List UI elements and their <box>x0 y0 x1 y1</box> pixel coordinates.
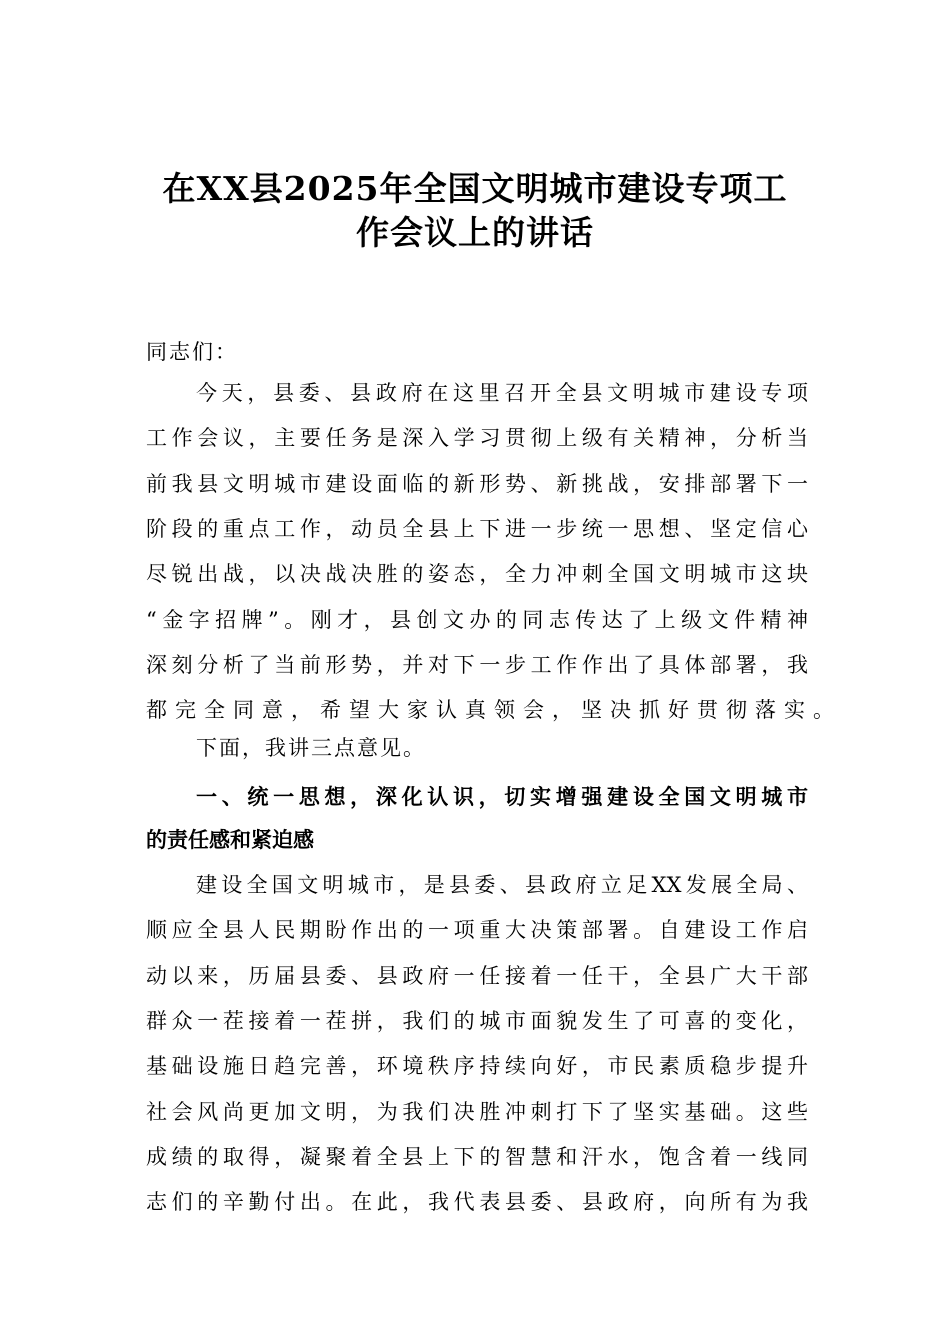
paragraph-line: 建设全国文明城市，是县委、县政府立足XX发展全局、 <box>196 873 808 897</box>
salutation: 同志们： <box>146 340 238 364</box>
paragraph-line: 阶段的重点工作，动员全县上下进一步统一思想、坚定信心 <box>146 516 808 541</box>
paragraph-line: 志们的辛勤付出。在此，我代表县委、县政府，向所有为我 <box>146 1190 808 1215</box>
paragraph-line: 基础设施日趋完善，环境秩序持续向好，市民素质稳步提升 <box>146 1054 808 1079</box>
paragraph-line: “金字招牌”。刚才，县创文办的同志传达了上级文件精神 <box>146 607 808 632</box>
paragraph-line: 尽锐出战，以决战决胜的姿态，全力冲刺全国文明城市这块 <box>146 562 808 587</box>
section-heading-1-line-1: 一、统一思想，深化认识，切实增强建设全国文明城市 <box>196 785 808 809</box>
paragraph-line: 前我县文明城市建设面临的新形势、新挑战，安排部署下一 <box>146 471 808 496</box>
paragraph-transition: 下面，我讲三点意见。 <box>196 736 426 760</box>
paragraph-line: 社会风尚更加文明，为我们决胜冲刺打下了坚实基础。这些 <box>146 1099 808 1124</box>
paragraph-line: 工作会议，主要任务是深入学习贯彻上级有关精神，分析当 <box>146 426 808 451</box>
document-title-line-1: 在XX县2025年全国文明城市建设专项工 <box>162 169 788 208</box>
paragraph-line: 成绩的取得，凝聚着全县上下的智慧和汗水，饱含着一线同 <box>146 1144 808 1169</box>
paragraph-line: 都完全同意，希望大家认真领会，坚决抓好贯彻落实。 <box>146 698 842 723</box>
paragraph-line: 顺应全县人民期盼作出的一项重大决策部署。自建设工作启 <box>146 918 808 943</box>
paragraph-line: 动以来，历届县委、县政府一任接着一任干，全县广大干部 <box>146 963 808 988</box>
paragraph-line: 群众一茬接着一茬拼，我们的城市面貌发生了可喜的变化， <box>146 1008 808 1033</box>
section-heading-1-line-2: 的责任感和紧迫感 <box>146 828 314 852</box>
paragraph-line: 深刻分析了当前形势，并对下一步工作作出了具体部署，我 <box>146 652 808 677</box>
paragraph-line: 今天，县委、县政府在这里召开全县文明城市建设专项 <box>196 381 808 405</box>
document-title-line-2: 作会议上的讲话 <box>356 213 594 252</box>
